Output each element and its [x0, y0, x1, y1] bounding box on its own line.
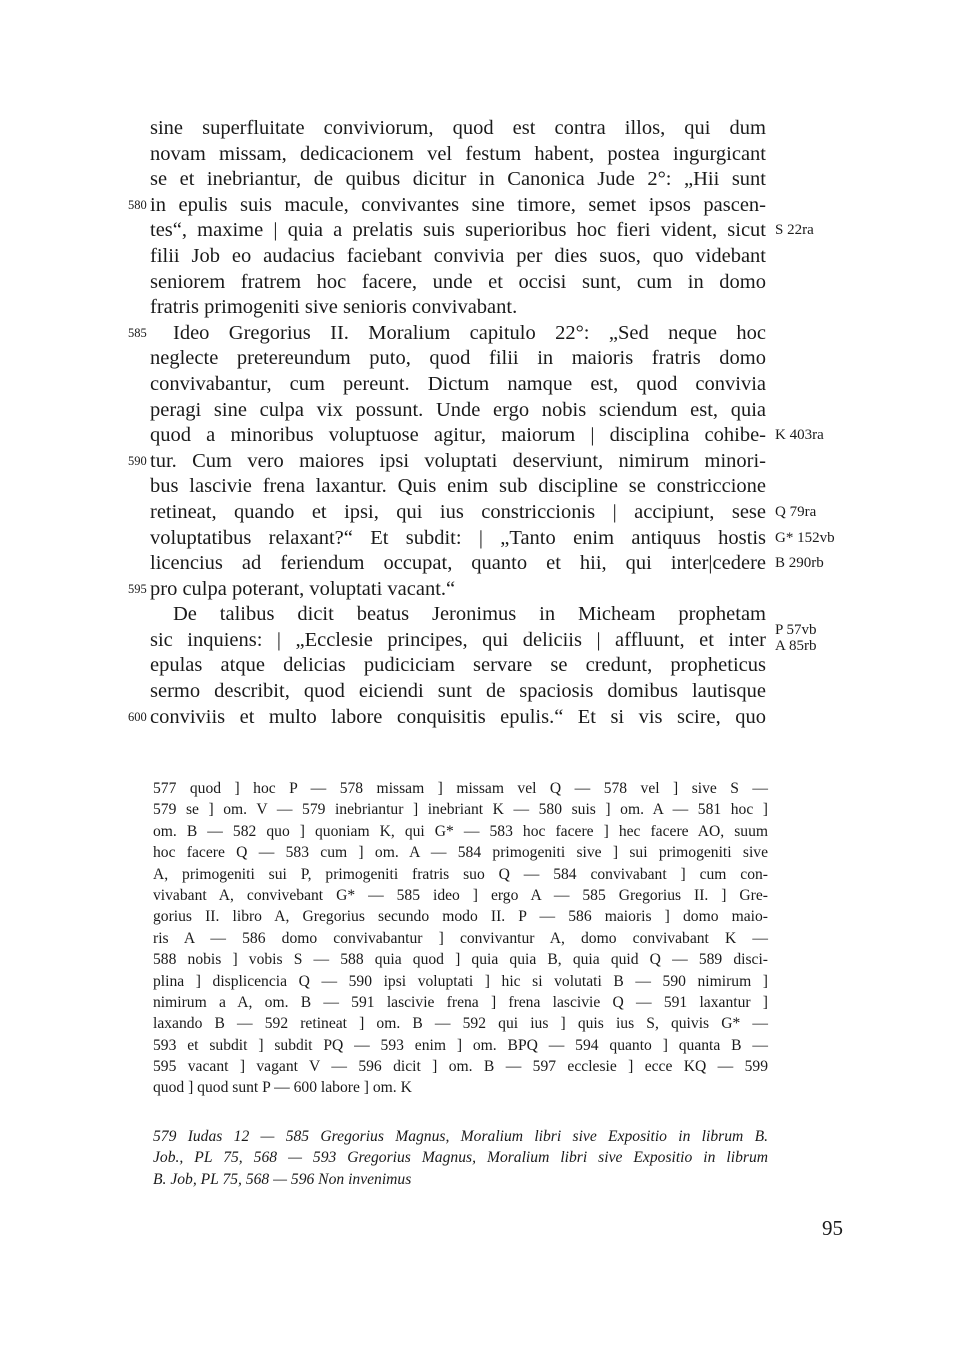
- folio-marker: S 22ra: [775, 222, 814, 239]
- text-line: seniorem fratrem hoc facere, unde et occisi sunt, cum in domo: [150, 270, 766, 293]
- apparatus-line: nimirum a A, om. B — 591 lascivie frena ] frena lascivie Q — 591 laxantur ]: [153, 993, 768, 1011]
- text-line: voluptatibus relaxant?“ Et subdit: | „Tanto enim antiquus hostis G* 152vb: [150, 526, 766, 552]
- apparatus-line: laxando B — 592 retineat ] om. B — 592 qui ius ] quis ius S, quivis G* —: [153, 1015, 768, 1033]
- folio-marker: [775, 622, 817, 654]
- line-number: 585: [128, 325, 147, 340]
- text-line: quod a minoribus voluptuose agitur, maiorum | disciplina cohibe- K 403ra: [150, 423, 766, 449]
- apparatus-line: om. B — 582 quo ] quoniam K, qui G* — 583 hoc facere ] hec facere AO, suum: [153, 822, 768, 840]
- apparatus-line: 577 quod ] hoc P — 578 missam ] missam vel Q — 578 vel ] sive S —: [153, 780, 768, 797]
- apparatus-line: plina ] displicencia Q — 590 ipsi voluptati ] hic si volutati B — 590 nimirum ]: [153, 972, 768, 990]
- line-number: 590: [128, 453, 147, 468]
- folio-marker: B 290rb: [775, 555, 824, 572]
- text-line: retineat, quando et ipsi, qui ius constriccionis | accipiunt, sese Q 79ra: [150, 500, 766, 526]
- text-line: licencius ad feriendum occupat, quanto et hii, qui inter|cedere B 290rb: [150, 551, 766, 577]
- text-line: 585 Ideo Gregorius II. Moralium capitulo 22°: „Sed neque hoc: [150, 321, 766, 347]
- apparatus-line: 588 nobis ] vobis S — 588 quia quod ] quia quia B, quia quid Q — 589 disci-: [153, 951, 768, 969]
- apparatus-line: hoc facere Q — 583 cum ] om. A — 584 primogeniti sive ] sui primogeniti sive: [153, 844, 768, 862]
- text-line: se et inebriantur, de quibus dicitur in Canonica Jude 2°: „Hii sunt: [150, 168, 766, 191]
- sources-line: B. Job, PL 75, 568 — 596 Non invenimus: [153, 1170, 412, 1188]
- sources-apparatus: [153, 1126, 768, 1190]
- text-line: De talibus dicit beatus Jeronimus in Micheam prophetam: [173, 603, 766, 626]
- text-line: bus lascivie frena laxantur. Quis enim sub discipline se constriccione: [150, 475, 766, 498]
- folio-marker: K 403ra: [775, 427, 824, 444]
- text-line: epulas atque delicias pudiciciam servare se credunt, propheticus: [150, 654, 766, 677]
- apparatus-line: 593 et subdit ] subdit PQ — 593 enim ] om. BPQ — 594 quanto ] quanta B —: [153, 1036, 768, 1054]
- text-line: 580 in epulis suis macule, convivantes sine timore, semet ipsos pascen-: [150, 193, 766, 219]
- line-number: 580: [128, 197, 147, 212]
- text-line: neglecte pretereundum puto, quod filii in maioris fratris domo: [150, 347, 766, 370]
- sources-line: Job., PL 75, 568 — 593 Gregorius Magnus, Moralium libri sive Expositio in librum: [153, 1149, 768, 1167]
- text-line: sine superfluitate conviviorum, quod est contra illos, qui dum: [150, 117, 766, 139]
- text-line: filii Job eo audacius faciebant convivia per dies suos, quo videbant: [150, 244, 766, 267]
- text-line: convivabantur, cum pereunt. Dictum namque est, quod convivia: [150, 372, 766, 395]
- page-number: 95: [822, 1216, 843, 1240]
- main-text: [128, 116, 835, 730]
- apparatus-line: 579 se ] om. V — 579 inebriantur ] inebriant K — 580 suis ] om. A — 581 hoc ]: [153, 801, 768, 819]
- apparatus-line: vivabant A, convivebant G* — 585 ideo ] ergo A — 585 Gregorius II. ] Gre-: [153, 886, 768, 904]
- text-line: sermo describit, quod eiciendi sunt de spaciosis domibus lautisque: [150, 680, 766, 703]
- line-number: 600: [128, 709, 147, 724]
- apparatus-line: gorius II. libro A, Gregorius secundo modo II. P — 586 maioris ] domo maio-: [153, 908, 768, 926]
- folio-marker: G* 152vb: [775, 529, 835, 546]
- line-number: 595: [128, 581, 147, 596]
- folio-marker: Q 79ra: [775, 503, 817, 520]
- text-line: peragi sine culpa vix possunt. Unde ergo nobis sciendum est, quia: [150, 398, 766, 421]
- text-line: 600 conviviis et multo labore conquisitis epulis.“ Et si vis scire, quo: [150, 705, 766, 731]
- apparatus-line: quod ] quod sunt P — 600 labore ] om. K: [153, 1079, 412, 1097]
- sources-line: 579 Iudas 12 — 585 Gregorius Magnus, Moralium libri sive Expositio in librum B.: [153, 1128, 768, 1145]
- apparatus-line: 595 vacant ] vagant V — 596 dicit ] om. B — 597 ecclesie ] ecce KQ — 599: [153, 1058, 768, 1076]
- text-line: sic inquiens: | „Ecclesie principes, qui deliciis | affluunt, et inter P 57vb A 85rb: [150, 621, 817, 654]
- text-line: fratris primogeniti sive senioris convivabant.: [150, 296, 518, 319]
- text-line: tes“, maxime | quia a prelatis suis superioribus hoc fieri vident, sicut S 22ra: [150, 218, 766, 244]
- text-line: 595 pro culpa poterant, voluptati vacant.“: [150, 577, 766, 603]
- folio-marker-part: A 85rb: [775, 637, 817, 654]
- text-line: novam missam, dedicacionem vel festum habent, postea ingurgicant: [150, 142, 766, 165]
- text-line: 590 tur. Cum vero maiores ipsi voluptati deserviunt, nimirum minori-: [150, 449, 766, 475]
- apparatus-line: ris A — 586 domo convivabantur ] convivantur A, domo convivabant K —: [153, 929, 768, 947]
- folio-marker-part: P 57vb: [775, 621, 817, 638]
- critical-apparatus: [153, 778, 768, 1099]
- apparatus-line: A, primogeniti sui P, primogeniti fratris suo Q — 584 convivabant ] cum con-: [153, 865, 768, 883]
